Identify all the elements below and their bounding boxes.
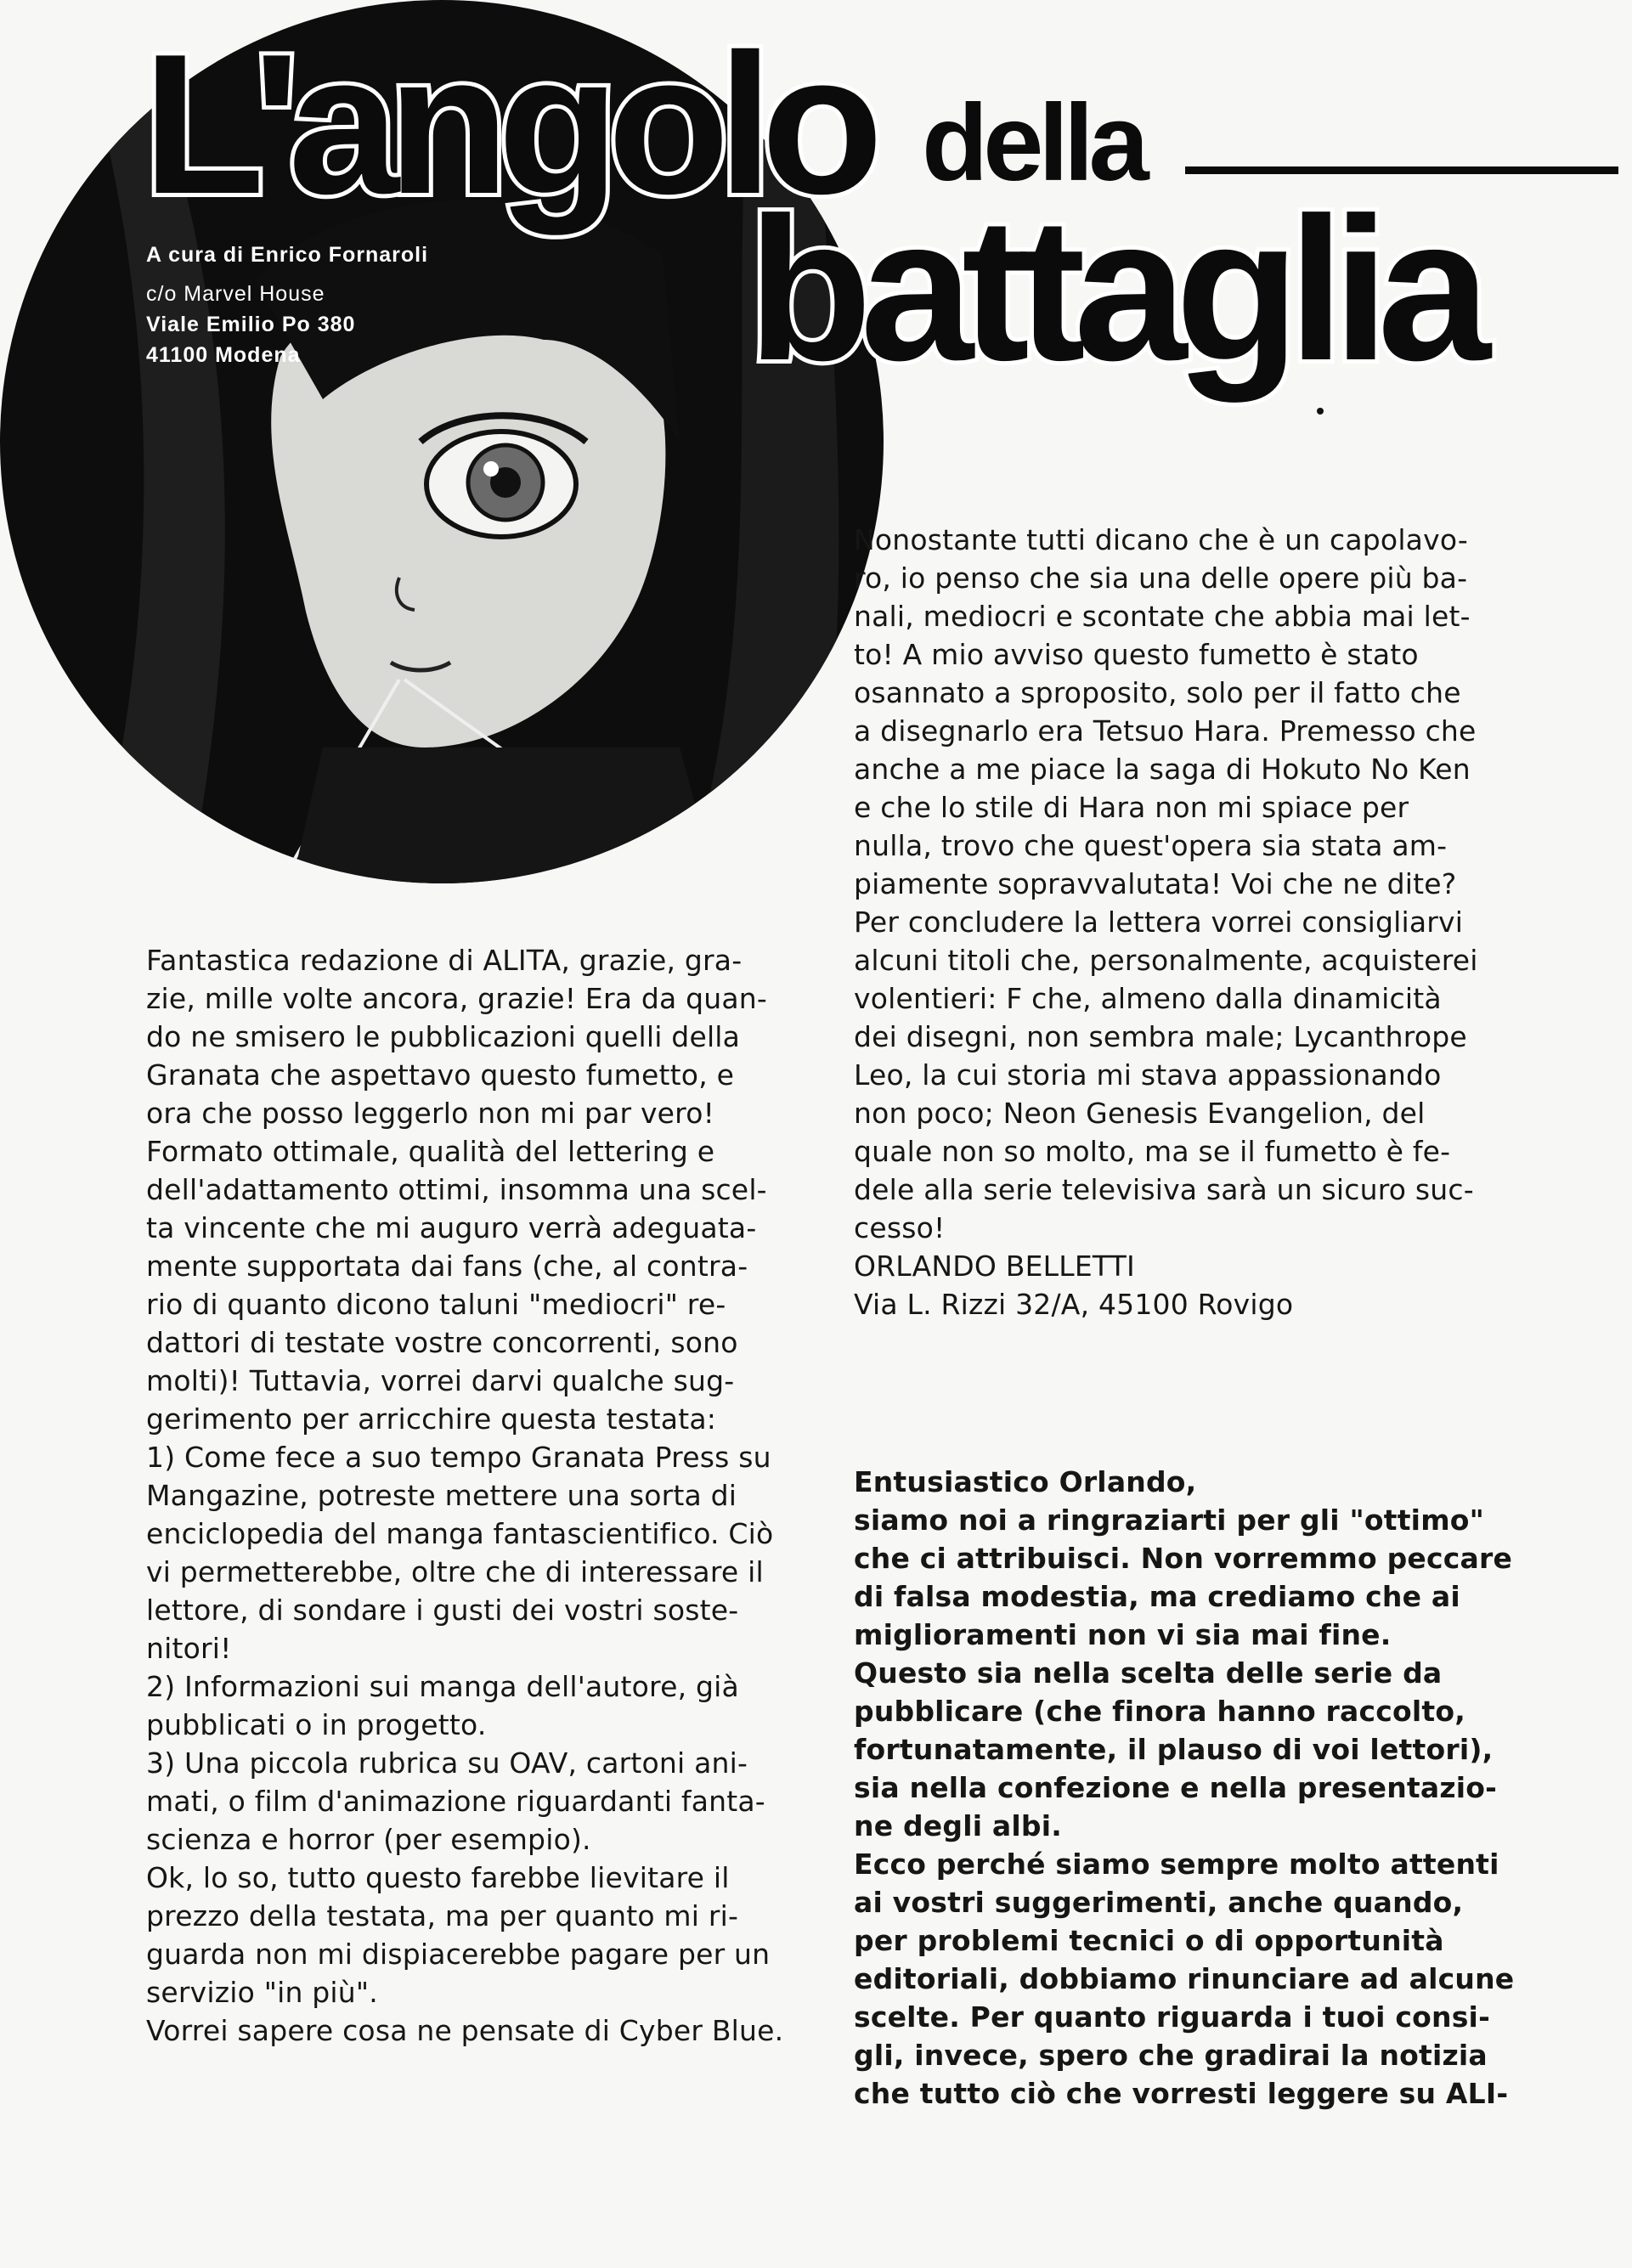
text-line: per problemi tecnici o di opportunità [854,1924,1444,1957]
text-line: pubblicare (che finora hanno raccolto, [854,1695,1465,1728]
letter-right-column [854,521,1533,1323]
text-line: Ok, lo so, tutto questo farebbe lievitare il [146,1861,730,1894]
text-line: zie, mille volte ancora, grazie! Era da quan- [146,982,768,1015]
text-line: fortunatamente, il plauso di voi lettori), [854,1733,1494,1766]
column-title-battaglia: battaglia [748,175,1479,403]
text-line: che tutto ciò che vorresti leggere su ALI- [854,2077,1509,2110]
text-line: miglioramenti non vi sia mai fine. [854,1618,1392,1651]
signature-address: Via L. Rizzi 32/A, 45100 Rovigo [854,1288,1294,1321]
text-line: dei disegni, non sembra male; Lycanthrope [854,1020,1467,1053]
text-line: ai vostri suggerimenti, anche quando, [854,1886,1464,1919]
text-line: gerimento per arricchire questa testata: [146,1402,717,1436]
text-line: Mangazine, potreste mettere una sorta di [146,1479,737,1512]
text-line: Formato ottimale, qualità del lettering e [146,1135,715,1168]
text-line: ne degli albi. [854,1809,1062,1842]
text-line: ora che posso leggerlo non mi par vero! [146,1097,715,1130]
text-line: dell'adattamento ottimi, insomma una scel- [146,1173,767,1206]
text-line: pubblicati o in progetto. [146,1708,487,1741]
text-line: 2) Informazioni sui manga dell'autore, già [146,1670,739,1703]
letter-left-column [146,941,826,2050]
text-line: 3) Una piccola rubrica su OAV, cartoni ani- [146,1746,748,1780]
text-line: nulla, trovo che quest'opera sia stata am- [854,829,1448,862]
title-dot [1317,408,1324,415]
text-line: gli, invece, spero che gradirai la notizia [854,2039,1488,2072]
text-line: di falsa modestia, ma crediamo che ai [854,1580,1460,1613]
text-line: Nonostante tutti dicano che è un capolavo- [854,523,1468,556]
text-line: che ci attribuisci. Non vorremmo peccare [854,1542,1513,1575]
title-rule [1185,166,1618,174]
text-line: Fantastica redazione di ALITA, grazie, gra- [146,944,743,977]
address-line-1: c/o Marvel House [146,282,325,306]
text-line: dattori di testate vostre concorrenti, sono [146,1326,738,1359]
text-line: enciclopedia del manga fantascientifico. Ciò [146,1517,774,1550]
address-line-3: 41100 Modena [146,343,301,367]
text-line: nali, mediocri e scontate che abbia mai let- [854,600,1471,633]
text-line: anche a me piace la saga di Hokuto No Ken [854,753,1471,786]
text-line: sia nella confezione e nella presentazio- [854,1771,1498,1804]
text-line: prezzo della testata, ma per quanto mi ri- [146,1899,739,1932]
text-line: to! A mio avviso questo fumetto è stato [854,638,1419,671]
editorial-reply [854,1463,1533,2113]
text-line: guarda non mi dispiacerebbe pagare per un [146,1938,771,1971]
text-line: ta vincente che mi auguro verrà adeguata- [146,1211,757,1244]
text-line: non poco; Neon Genesis Evangelion, del [854,1097,1426,1130]
column-title-della: della [922,82,1144,204]
text-line: Vorrei sapere cosa ne pensate di Cyber Blue. [146,2014,784,2047]
text-line: mati, o film d'animazione riguardanti fanta- [146,1785,765,1818]
text-line: osannato a sproposito, solo per il fatto che [854,676,1461,709]
text-line: Ecco perché siamo sempre molto attenti [854,1848,1499,1881]
text-line: cesso! [854,1211,946,1244]
curator-credit: A cura di Enrico Fornaroli [146,243,429,267]
text-line: e che lo stile di Hara non mi spiace per [854,791,1409,824]
text-line: mente supportata dai fans (che, al contra- [146,1250,748,1283]
text-line: ro, io penso che sia una delle opere più ba- [854,561,1468,595]
text-line: vi permetterebbe, oltre che di interessare il [146,1555,764,1588]
text-line: piamente sopravvalutata! Voi che ne dite? [854,867,1457,900]
text-line: scienza e horror (per esempio). [146,1823,591,1856]
text-line: a disegnarlo era Tetsuo Hara. Premesso che [854,714,1477,748]
text-line: nitori! [146,1632,232,1665]
text-line: rio di quanto dicono taluni "mediocri" re- [146,1288,726,1321]
text-line: volentieri: F che, almeno dalla dinamicità [854,982,1442,1015]
text-line: Leo, la cui storia mi stava appassionando [854,1058,1442,1092]
text-line: lettore, di sondare i gusti dei vostri soste- [146,1594,739,1627]
reply-salutation: Entusiastico Orlando, [854,1465,1197,1498]
signature-name: ORLANDO BELLETTI [854,1250,1135,1283]
text-line: siamo noi a ringraziarti per gli "ottimo" [854,1504,1485,1537]
text-line: servizio "in più". [146,1976,378,2009]
text-line: scelte. Per quanto riguarda i tuoi consi- [854,2000,1490,2034]
text-line: dele alla serie televisiva sarà un sicuro suc- [854,1173,1474,1206]
text-line: molti)! Tuttavia, vorrei darvi qualche sug- [146,1364,735,1397]
address-line-2: Viale Emilio Po 380 [146,313,356,336]
column-title-main: L'angolo [143,12,872,235]
text-line: Granata che aspettavo questo fumetto, e [146,1058,735,1092]
text-line: 1) Come fece a suo tempo Granata Press su [146,1441,771,1474]
editor-address [146,240,428,370]
text-line: editoriali, dobbiamo rinunciare ad alcune [854,1962,1515,1995]
text-line: Questo sia nella scelta delle serie da [854,1656,1443,1690]
text-line: do ne smisero le pubblicazioni quelli della [146,1020,741,1053]
text-line: quale non so molto, ma se il fumetto è fe- [854,1135,1451,1168]
text-line: alcuni titoli che, personalmente, acquisterei [854,944,1478,977]
text-line: Per concludere la lettera vorrei consigliarvi [854,906,1464,939]
